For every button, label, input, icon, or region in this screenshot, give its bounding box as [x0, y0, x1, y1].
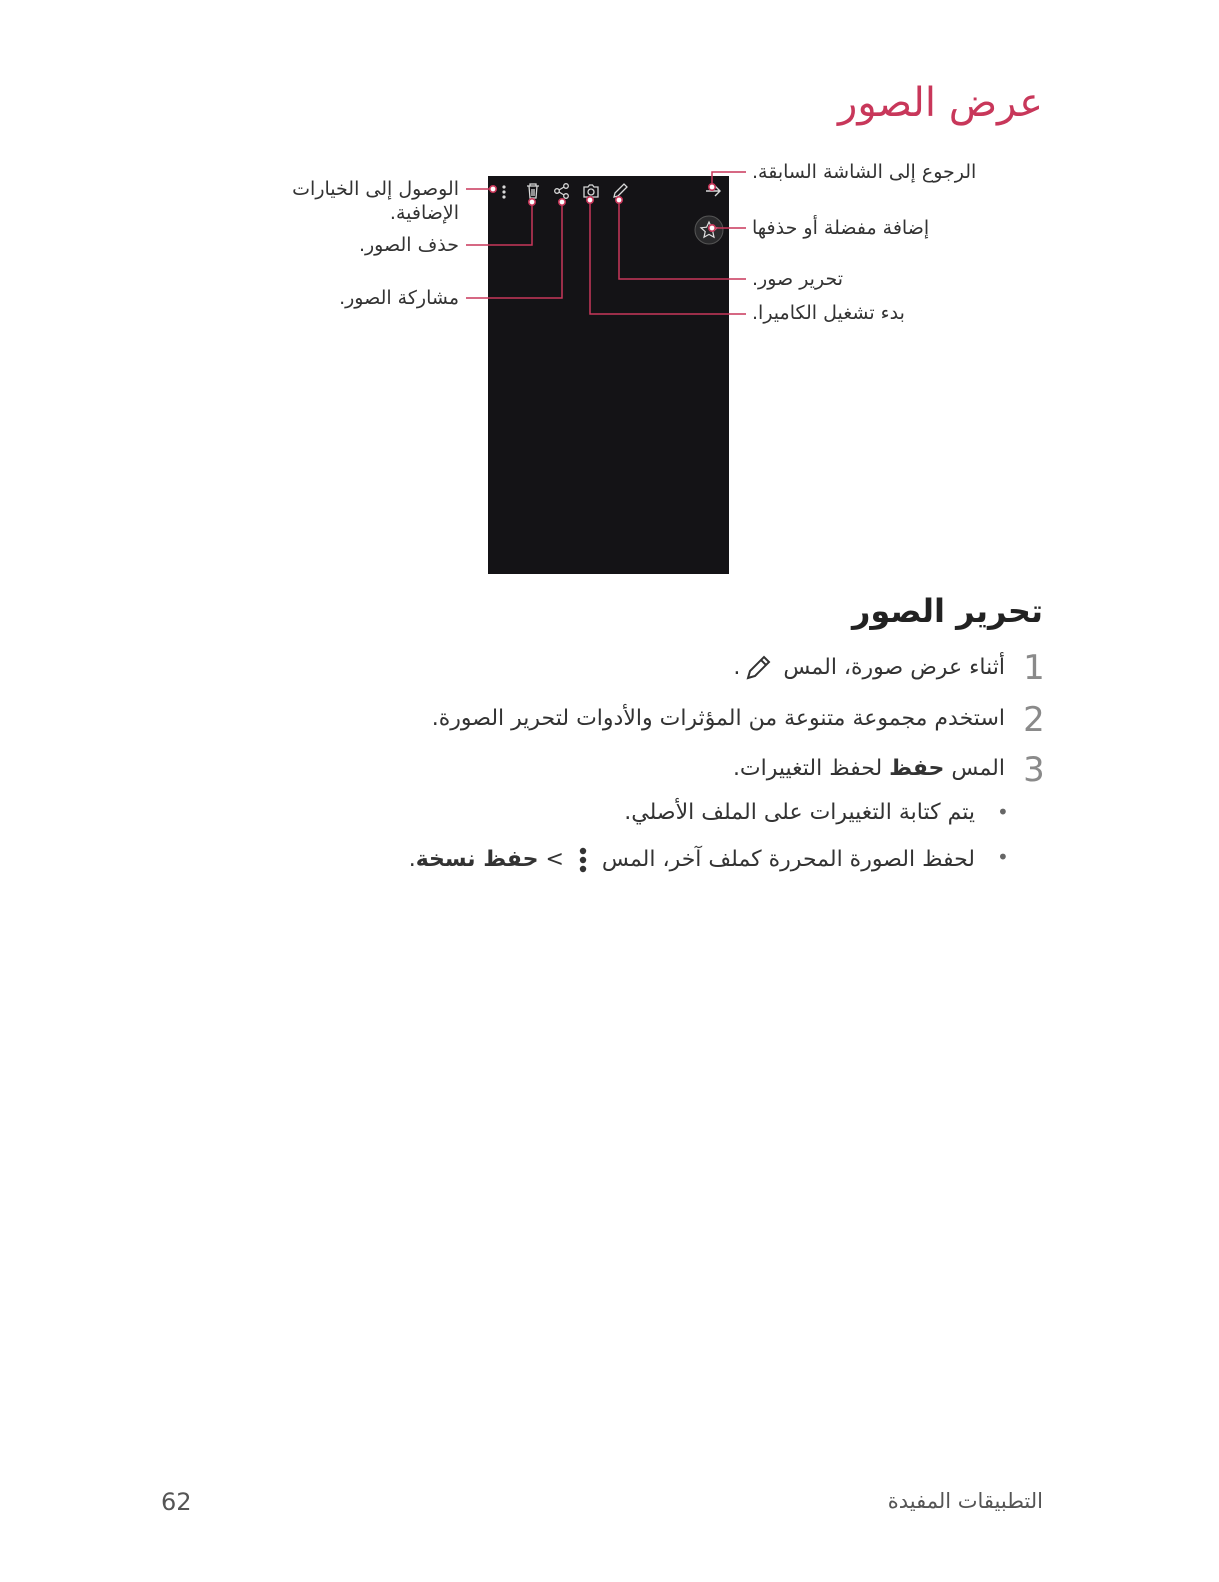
bullet-2-pre: لحفظ الصورة المحررة كملف آخر، المس — [601, 847, 975, 872]
step-number: 2 — [1023, 700, 1045, 740]
callout-back: الرجوع إلى الشاشة السابقة. — [752, 161, 977, 183]
page-title: عرض الصور — [838, 80, 1043, 126]
step-3-post: لحفظ التغييرات. — [732, 756, 883, 781]
callout-favorite: إضافة مفضلة أو حذفها — [752, 217, 930, 239]
step-text — [733, 654, 1005, 682]
step-number: 1 — [1023, 648, 1045, 688]
step-text: استخدم مجموعة متنوعة من المؤثرات والأدوات لتحرير الصورة. — [431, 706, 1005, 731]
footer-section-name: التطبيقات المفيدة — [887, 1489, 1043, 1513]
step-text — [733, 756, 1005, 781]
callout-edit: تحرير صور. — [752, 268, 844, 290]
callout-delete: حذف الصور. — [358, 234, 459, 256]
callout-share: مشاركة الصور. — [339, 287, 459, 309]
more-options-icon — [577, 845, 589, 875]
section-heading: تحرير الصور — [851, 592, 1043, 630]
step-1-text: أثناء عرض صورة، المس — [783, 655, 1005, 680]
save-copy-label: حفظ نسخة — [415, 847, 539, 872]
save-label: حفظ — [889, 756, 945, 781]
callout-camera: بدء تشغيل الكاميرا. — [752, 302, 905, 324]
edit-pencil-icon — [744, 654, 772, 682]
bullet-2-sep: > — [545, 847, 564, 872]
bullet-2-tail: . — [408, 847, 416, 872]
bullet-dot: • — [997, 845, 1009, 869]
bullet-text: يتم كتابة التغييرات على الملف الأصلي. — [624, 800, 975, 825]
callout-more-line2: الإضافية. — [389, 202, 459, 224]
bullet-text — [409, 845, 975, 875]
callout-more-line1: الوصول إلى الخيارات — [292, 178, 459, 200]
page-number: 62 — [161, 1488, 192, 1516]
step-1-tail: . — [733, 655, 741, 680]
callout-lines — [0, 0, 1219, 600]
step-number: 3 — [1023, 750, 1045, 790]
step-3-pre: المس — [951, 756, 1005, 781]
bullet-dot: • — [997, 800, 1009, 824]
callout-more-options — [239, 177, 459, 225]
